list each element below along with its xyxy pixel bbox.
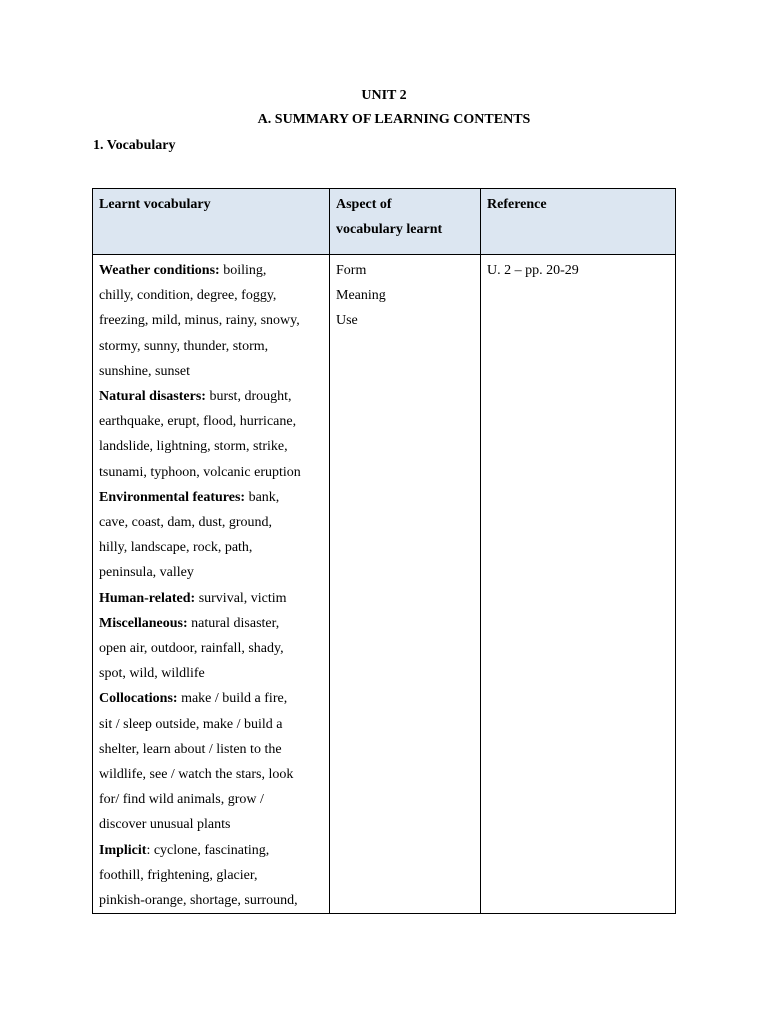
header-aspect-line-1: Aspect of (336, 197, 392, 212)
vocabulary-words: landslide, lightning, storm, strike, (99, 439, 288, 455)
vocabulary-line (99, 863, 323, 888)
aspect-item: Form (336, 263, 367, 278)
header-learnt-vocabulary: Learnt vocabulary (93, 189, 330, 255)
vocabulary-words: discover unusual plants (99, 817, 231, 833)
vocabulary-line (99, 686, 323, 711)
vocabulary-line (99, 535, 323, 560)
vocabulary-words: boiling, (219, 263, 267, 278)
header-aspect-line-2: vocabulary learnt (336, 222, 443, 238)
vocabulary-category-label: Collocations: (99, 691, 178, 707)
vocabulary-words: wildlife, see / watch the stars, look (99, 767, 294, 783)
vocabulary-line (99, 334, 323, 359)
vocabulary-line (99, 661, 323, 686)
vocabulary-words: chilly, condition, degree, foggy, (99, 288, 277, 304)
vocabulary-line (99, 812, 323, 837)
vocabulary-line (99, 636, 323, 661)
vocabulary-words: sunshine, sunset (99, 363, 190, 379)
vocabulary-category-label: Natural disasters: (99, 389, 206, 405)
vocabulary-words: cave, coast, dam, dust, ground, (99, 515, 273, 531)
vocabulary-category-label: Human-related: (99, 590, 196, 606)
vocabulary-words: sit / sleep outside, make / build a (99, 716, 283, 732)
aspect-item: Meaning (336, 288, 386, 304)
vocabulary-line (99, 434, 323, 459)
vocabulary-line (99, 762, 323, 787)
section-title: A. SUMMARY OF LEARNING CONTENTS (257, 112, 531, 127)
unit-title: UNIT 2 (361, 88, 407, 103)
vocabulary-line (99, 485, 323, 510)
aspect-cell (330, 255, 481, 914)
vocabulary-words: spot, wild, wildlife (99, 666, 205, 682)
vocabulary-category-label: Implicit (99, 842, 147, 858)
vocabulary-words: peninsula, valley (99, 565, 194, 581)
table-header-row (93, 189, 676, 255)
vocabulary-table (92, 188, 676, 914)
vocabulary-words: freezing, mild, minus, rainy, snowy, (99, 313, 300, 329)
vocabulary-words: natural disaster, (187, 615, 280, 631)
vocabulary-words: tsunami, typhoon, volcanic eruption (99, 464, 301, 480)
vocabulary-words: hilly, landscape, rock, path, (99, 540, 253, 556)
vocabulary-line (99, 560, 323, 585)
vocabulary-category-label: Environmental features: (99, 489, 246, 505)
vocabulary-line (99, 308, 323, 333)
vocabulary-line (99, 787, 323, 812)
vocabulary-line (99, 888, 323, 913)
vocabulary-line (99, 460, 323, 485)
vocabulary-line (99, 586, 323, 611)
vocabulary-words: open air, outdoor, rainfall, shady, (99, 641, 284, 657)
vocabulary-line (99, 611, 323, 636)
vocabulary-line (99, 712, 323, 737)
vocabulary-line (99, 384, 323, 409)
vocabulary-line (99, 283, 323, 308)
vocabulary-line (99, 838, 323, 863)
vocabulary-line (99, 409, 323, 434)
vocabulary-words: stormy, sunny, thunder, storm, (99, 338, 269, 354)
header-reference: Reference (481, 189, 676, 255)
subsection-title: 1. Vocabulary (93, 138, 176, 153)
table-row (93, 255, 676, 914)
vocabulary-words: burst, drought, (205, 389, 292, 405)
vocabulary-words: survival, victim (195, 590, 287, 606)
vocabulary-category-label: Miscellaneous: (99, 615, 188, 631)
vocabulary-line (99, 510, 323, 535)
reference-cell: U. 2 – pp. 20-29 (481, 255, 676, 914)
vocabulary-words: bank, (245, 489, 280, 505)
vocabulary-category-label: Weather conditions: (99, 263, 220, 278)
vocabulary-words: foothill, frightening, glacier, (99, 867, 258, 883)
vocabulary-words: earthquake, erupt, flood, hurricane, (99, 414, 297, 430)
vocabulary-words: pinkish-orange, shortage, surround, (99, 893, 298, 909)
vocabulary-line (99, 737, 323, 762)
vocabulary-words: : cyclone, fascinating, (146, 842, 270, 858)
vocabulary-words: shelter, learn about / listen to the (99, 741, 282, 757)
header-aspect (330, 189, 481, 255)
vocabulary-words: for/ find wild animals, grow / (99, 792, 264, 808)
vocabulary-cell (93, 255, 330, 914)
aspect-item: Use (336, 313, 358, 329)
vocabulary-line (99, 359, 323, 384)
vocabulary-words: make / build a fire, (177, 691, 288, 707)
vocabulary-line (99, 258, 323, 283)
